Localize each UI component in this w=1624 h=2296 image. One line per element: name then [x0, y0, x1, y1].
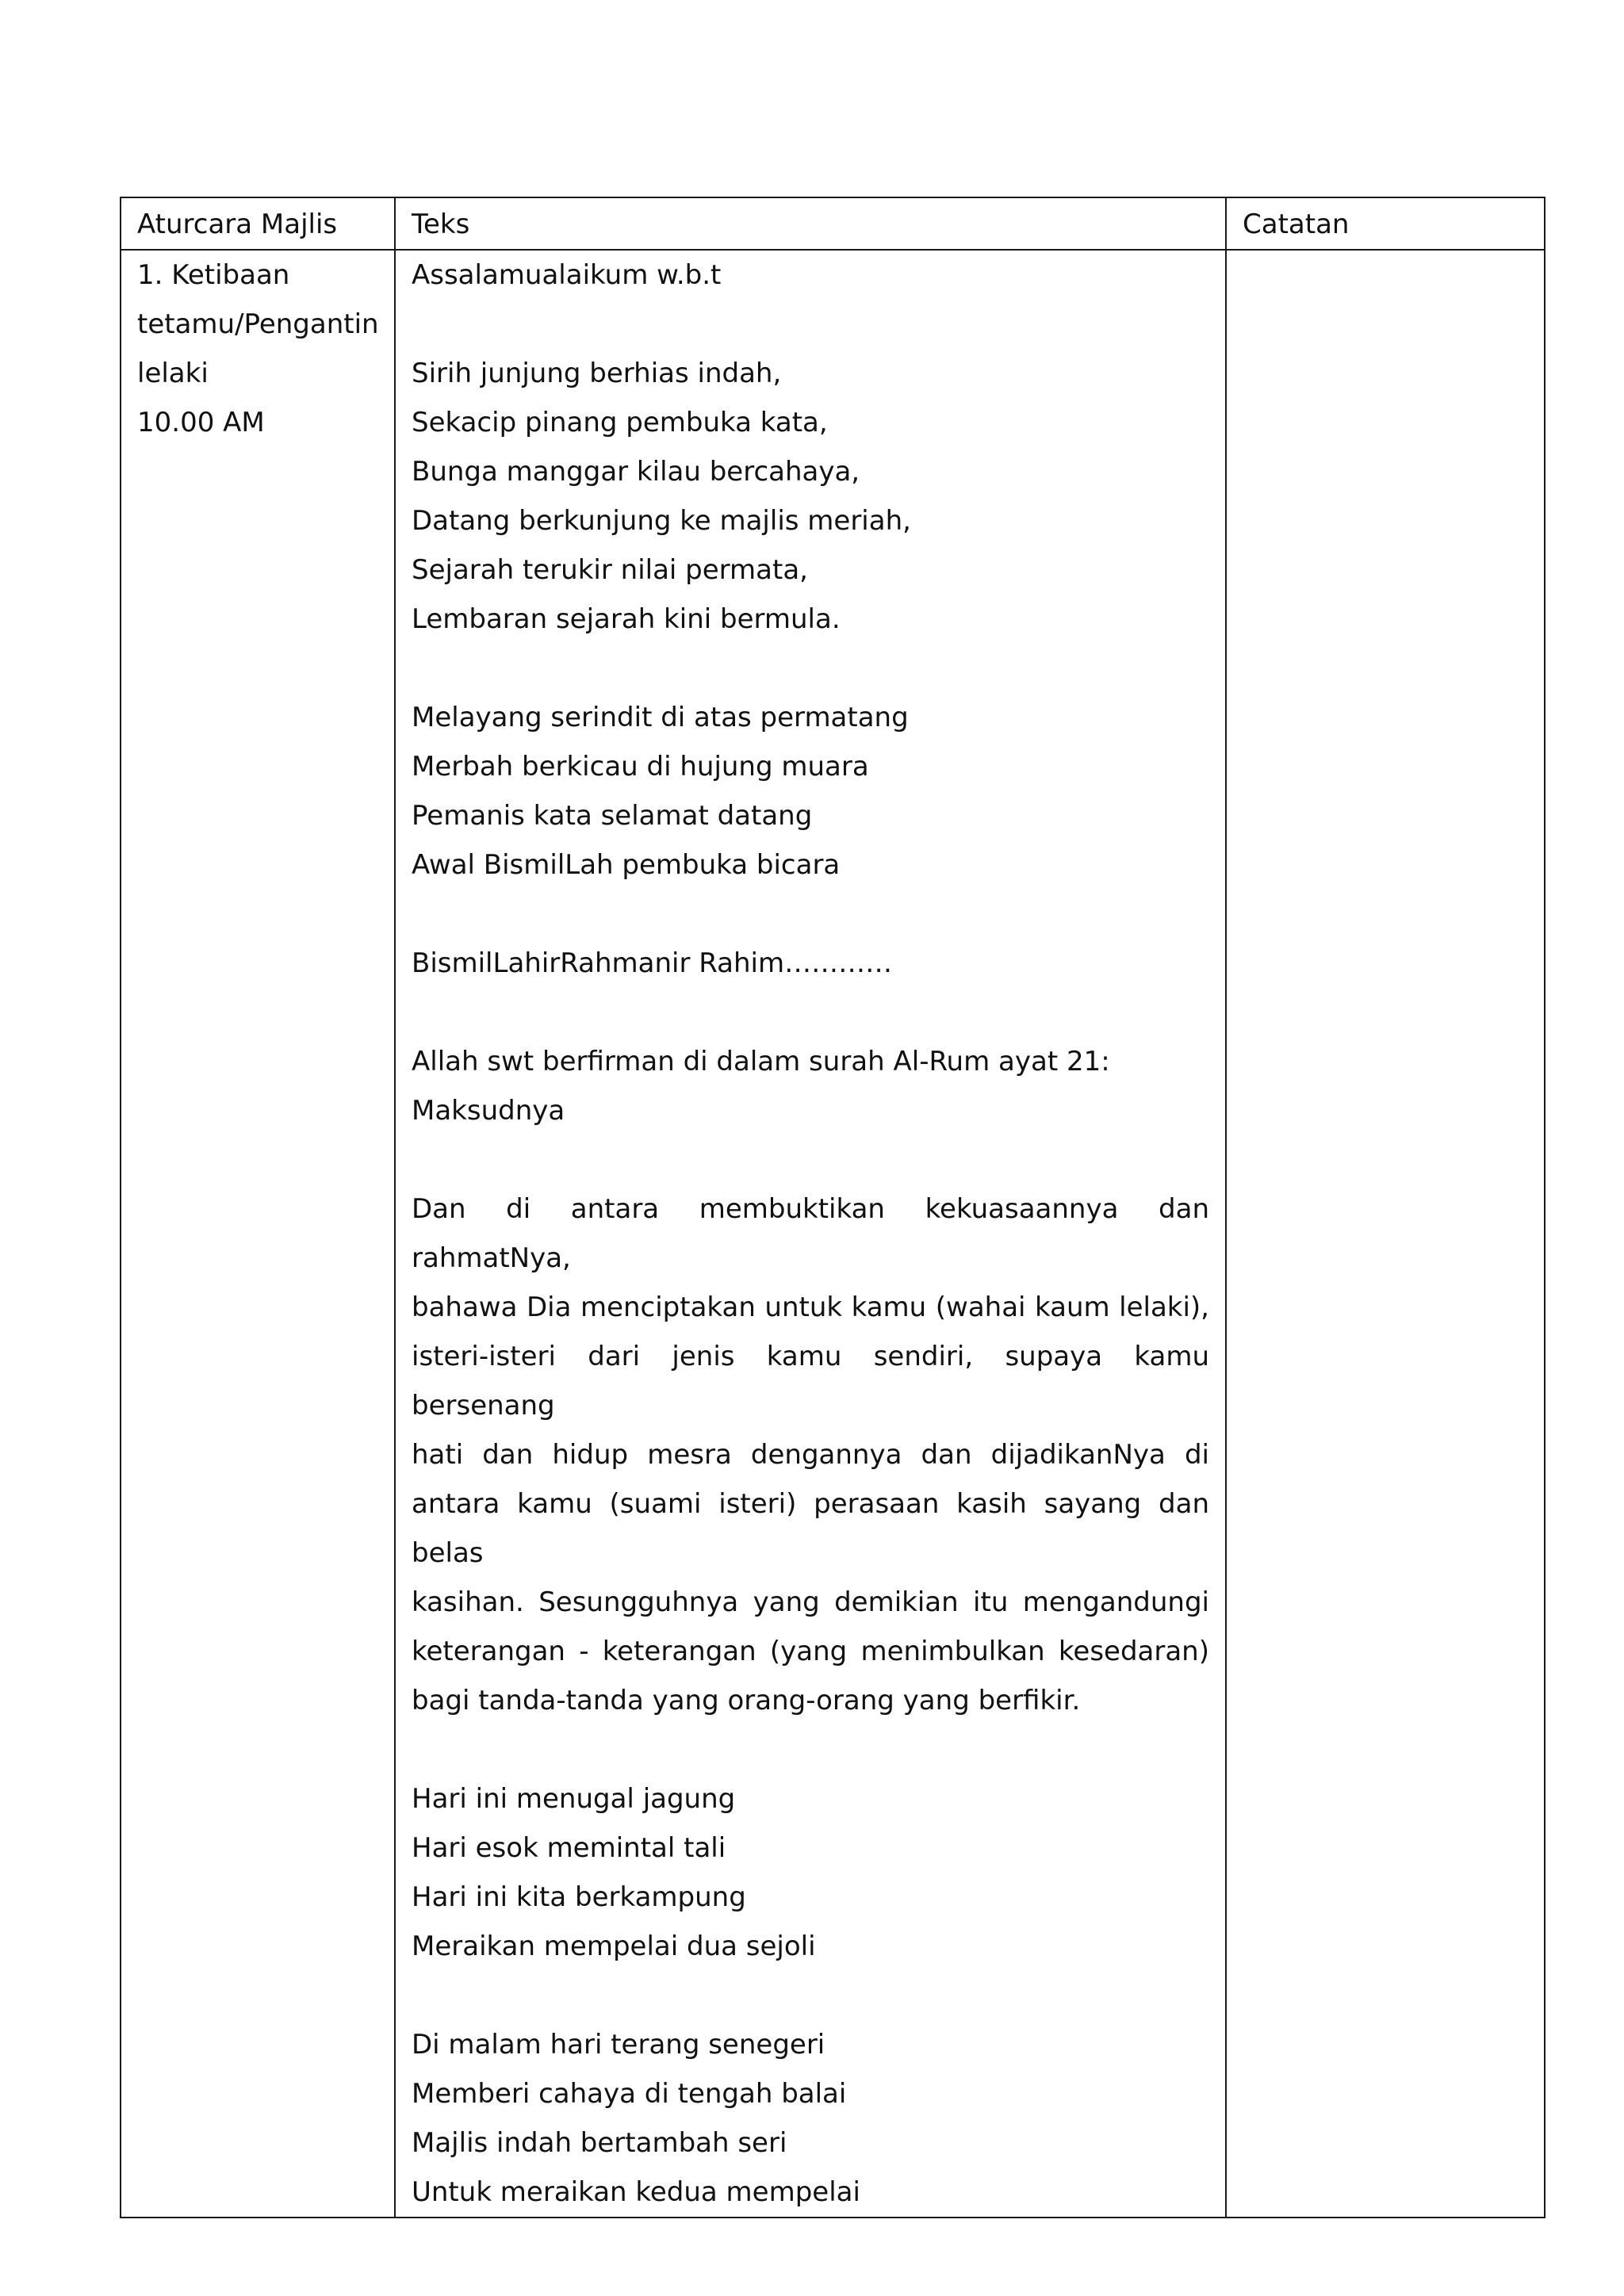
program-line: 1. Ketibaan [137, 259, 290, 291]
notes-cell [1226, 250, 1545, 2218]
verse-intro: Maksudnya [412, 1095, 565, 1127]
verse-line: Dan di antara membuktikan kekuasaannya dan rahmatNya, [412, 1193, 1209, 1274]
verse-line: kasihan. Sesungguhnya yang demikian itu mengandungi [412, 1586, 1209, 1618]
verse-line: antara kamu (suami isteri) perasaan kasih sayang dan belas [412, 1488, 1209, 1569]
program-line: tetamu/Pengantin [137, 308, 379, 340]
pantun-2 [412, 693, 1209, 890]
verse-line: keterangan - keterangan (yang menimbulkan kesedaran) [412, 1636, 1209, 1667]
pantun-line: Di malam hari terang senegeri [412, 2029, 825, 2061]
pantun-line: Pemanis kata selamat datang [412, 800, 813, 832]
pantun-line: Hari ini menugal jagung [412, 1783, 736, 1815]
pantun-line: Hari esok memintal tali [412, 1832, 726, 1864]
pantun-line: Awal BismilLah pembuka bicara [412, 849, 841, 881]
pantun-line: Sekacip pinang pembuka kata, [412, 407, 828, 438]
verse-line: isteri-isteri dari jenis kamu sendiri, supaya kamu bersenang [412, 1341, 1209, 1422]
verse-line: hati dan hidup mesra dengannya dan dijadikanNya di [412, 1439, 1209, 1471]
pantun-line: Datang berkunjung ke majlis meriah, [412, 505, 911, 537]
text-cell [395, 250, 1226, 2218]
pantun-line: Lembaran sejarah kini bermula. [412, 603, 841, 635]
pantun-line: Hari ini kita berkampung [412, 1881, 746, 1913]
pantun-line: Untuk meraikan kedua mempelai [412, 2176, 860, 2208]
pantun-3 [412, 1774, 1209, 1971]
greeting: Assalamualaikum w.b.t [412, 259, 722, 291]
header-program: Aturcara Majlis [121, 197, 395, 250]
bismillah: BismilLahirRahmanir Rahim………… [412, 947, 893, 979]
header-text: Teks [395, 197, 1226, 250]
program-table [120, 197, 1545, 2218]
verse-line: bahawa Dia menciptakan untuk kamu (wahai kaum lelaki), [412, 1292, 1209, 1323]
table-header-row [121, 197, 1545, 250]
program-cell [121, 250, 395, 2218]
pantun-line: Sejarah terukir nilai permata, [412, 554, 808, 586]
verse-line: bagi tanda-tanda yang orang-orang yang berfikir. [412, 1685, 1081, 1716]
program-line: lelaki [137, 358, 209, 389]
pantun-line: Majlis indah bertambah seri [412, 2127, 787, 2159]
pantun-line: Memberi cahaya di tengah balai [412, 2078, 847, 2110]
pantun-4 [412, 2020, 1209, 2217]
pantun-1 [412, 349, 1209, 644]
pantun-line: Melayang serindit di atas permatang [412, 702, 909, 733]
pantun-line: Bunga manggar kilau bercahaya, [412, 456, 860, 488]
program-time: 10.00 AM [137, 407, 265, 438]
table-row [121, 250, 1545, 2218]
pantun-line: Merbah berkicau di hujung muara [412, 751, 869, 783]
verse-intro: Allah swt berfirman di dalam surah Al-Rum ayat 21: [412, 1046, 1110, 1077]
pantun-line: Meraikan mempelai dua sejoli [412, 1931, 816, 1962]
pantun-line: Sirih junjung berhias indah, [412, 358, 782, 389]
header-notes: Catatan [1226, 197, 1545, 250]
verse-translation [412, 1184, 1209, 1725]
